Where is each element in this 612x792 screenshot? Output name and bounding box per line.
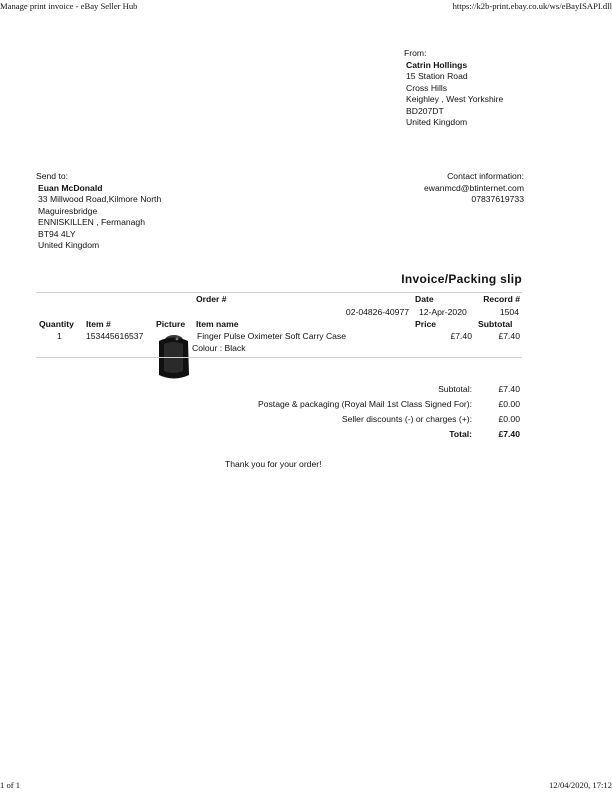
subtotal-header: Subtotal [478, 319, 513, 329]
item-number-header: Item # [86, 319, 111, 329]
send-to-address-line: Maguiresbridge [38, 205, 98, 216]
send-to-label: Send to: [36, 171, 69, 181]
postage-value: £0.00 [498, 399, 520, 409]
contact-label: Contact information: [447, 171, 524, 181]
order-number: 02-04826-40977 [345, 307, 409, 317]
order-date: 12-Apr-2020 [419, 307, 467, 317]
subtotal-value: £7.40 [498, 384, 520, 394]
item-price: £7.40 [450, 331, 472, 341]
postage-label: Postage & packaging (Royal Mail 1st Class Signed For): [258, 399, 472, 409]
item-name-header: Item name [196, 319, 239, 329]
send-to-address-line: BT94 4LY [38, 228, 76, 239]
send-to-address-line: 33 Millwood Road,Kilmore North [38, 194, 162, 204]
contact-block [424, 171, 524, 206]
record-number-label: Record # [483, 294, 520, 304]
from-label: From: [404, 48, 427, 58]
contact-phone: 07837619733 [471, 194, 524, 204]
divider [36, 292, 522, 293]
print-header-url: https://k2b-print.ebay.co.uk/ws/eBayISAPI.dll [452, 1, 612, 11]
picture-header: Picture [156, 319, 186, 329]
discounts-label: Seller discounts (-) or charges (+): [341, 414, 472, 424]
from-address-line: Keighley , West Yorkshire [406, 94, 504, 104]
item-variation: Colour : Black [192, 343, 246, 353]
invoice-title: Invoice/Packing slip [401, 272, 522, 286]
from-address-line: BD207DT [406, 105, 444, 116]
from-name: Catrin Hollings [406, 59, 468, 70]
item-picture [155, 331, 192, 381]
contact-email: ewanmcd@btinternet.com [424, 182, 524, 193]
divider [36, 357, 522, 358]
order-number-label: Order # [196, 294, 227, 304]
total-label: Total: [449, 429, 472, 439]
item-subtotal: £7.40 [498, 331, 520, 341]
price-header: Price [415, 319, 437, 329]
print-header-title: Manage print invoice - eBay Seller Hub [0, 1, 138, 11]
item-number: 153445616537 [86, 331, 144, 341]
send-to-address-line: United Kingdom [38, 240, 100, 250]
send-to-block [36, 171, 161, 252]
print-footer-datetime: 12/04/2020, 17:12 [548, 780, 612, 790]
from-block [404, 48, 503, 129]
from-address-line: 15 Station Road [406, 71, 468, 81]
from-address-line: Cross Hills [406, 82, 448, 93]
send-to-name: Euan McDonald [38, 182, 103, 193]
subtotal-label: Subtotal: [438, 384, 472, 394]
date-label: Date [415, 294, 434, 304]
item-name: Finger Pulse Oximeter Soft Carry Case [197, 331, 347, 341]
from-address-line: United Kingdom [406, 117, 468, 127]
quantity-header: Quantity [39, 319, 74, 329]
item-quantity: 1 [57, 331, 62, 341]
total-value: £7.40 [498, 429, 520, 439]
discounts-value: £0.00 [498, 414, 520, 424]
print-footer-page: 1 of 1 [0, 780, 21, 790]
thank-you-message: Thank you for your order! [225, 459, 322, 469]
record-number: 1504 [499, 307, 519, 317]
send-to-address-line: ENNISKILLEN , Fermanagh [38, 217, 145, 227]
